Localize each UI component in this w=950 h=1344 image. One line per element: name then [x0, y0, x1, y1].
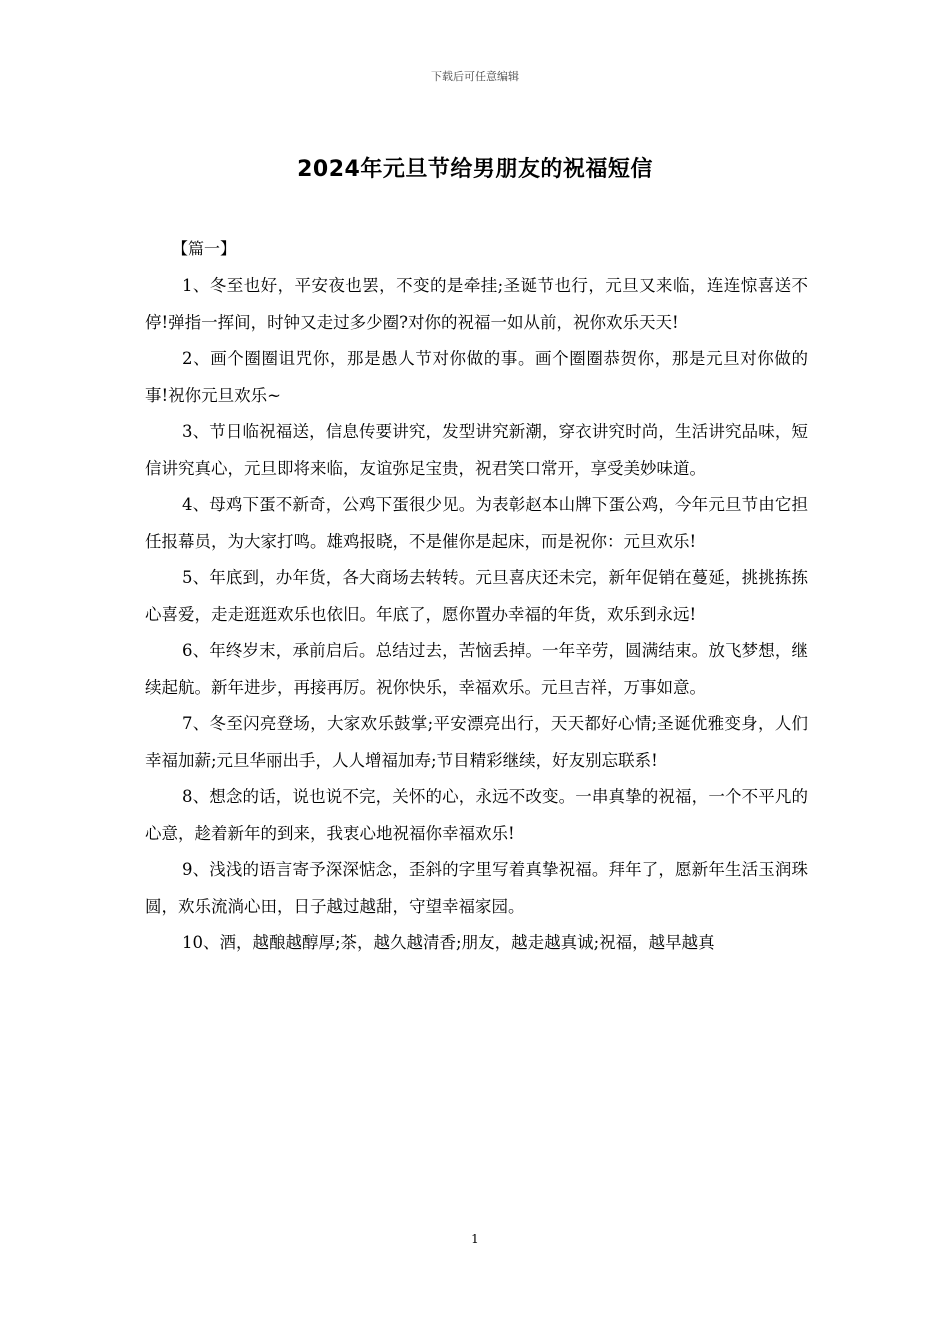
document-body: [145, 268, 808, 962]
paragraph-3: 3、节日临祝福送，信息传要讲究，发型讲究新潮，穿衣讲究时尚，生活讲究品味，短信讲究真心，元旦即将来临，友谊弥足宝贵，祝君笑口常开，享受美妙味道。: [145, 422, 808, 478]
section-label: 【篇一】: [172, 239, 237, 258]
paragraph-1: 1、冬至也好，平安夜也罢，不变的是牵挂;圣诞节也行，元旦又来临，连连惊喜送不停!弹指一挥间，时钟又走过多少圈?对你的祝福一如从前，祝你欢乐天天!: [145, 276, 808, 332]
paragraph-7: 7、冬至闪亮登场，大家欢乐鼓掌;平安漂亮出行，天天都好心情;圣诞优雅变身，人们幸福加薪;元旦华丽出手，人人增福加寿;节目精彩继续，好友别忘联系!: [145, 714, 808, 770]
paragraph-10: 10、酒，越酿越醇厚;茶，越久越清香;朋友，越走越真诚;祝福，越早越真: [182, 933, 715, 952]
paragraph-6: 6、年终岁末，承前启后。总结过去，苦恼丢掉。一年辛劳，圆满结束。放飞梦想，继续起航。新年进步，再接再厉。祝你快乐，幸福欢乐。元旦吉祥，万事如意。: [145, 641, 808, 697]
paragraph-9: 9、浅浅的语言寄予深深惦念，歪斜的字里写着真挚祝福。拜年了，愿新年生活玉润珠圆，欢乐流淌心田，日子越过越甜，守望幸福家园。: [145, 860, 808, 916]
document-title: 2024年元旦节给男朋友的祝福短信: [297, 157, 653, 182]
page-header-note: 下载后可任意编辑: [431, 70, 519, 83]
paragraph-2: 2、画个圈圈诅咒你，那是愚人节对你做的事。画个圈圈恭贺你，那是元旦对你做的事!祝你元旦欢乐~: [145, 349, 808, 405]
page-number: 1: [471, 1232, 479, 1246]
paragraph-8: 8、想念的话，说也说不完，关怀的心，永远不改变。一串真挚的祝福，一个不平凡的心意，趁着新年的到来，我衷心地祝福你幸福欢乐!: [145, 787, 808, 843]
paragraph-5: 5、年底到，办年货，各大商场去转转。元旦喜庆还未完，新年促销在蔓延，挑挑拣拣心喜爱，走走逛逛欢乐也依旧。年底了，愿你置办幸福的年货，欢乐到永远!: [145, 568, 808, 624]
paragraph-4: 4、母鸡下蛋不新奇，公鸡下蛋很少见。为表彰赵本山牌下蛋公鸡，今年元旦节由它担任报幕员，为大家打鸣。雄鸡报晓，不是催你是起床，而是祝你：元旦欢乐!: [145, 495, 808, 551]
